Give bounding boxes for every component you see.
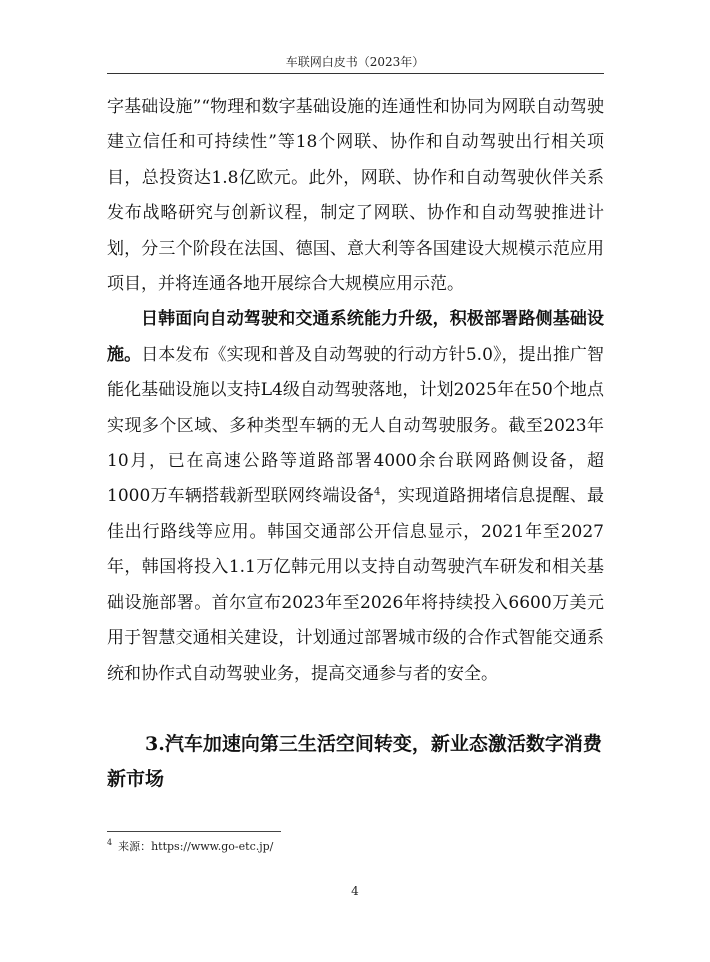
paragraph-text-part2: ，实现道路拥堵信息提醒、最佳出行路线等应用。韩国交通部公开信息显示，2021年至2027年，韩国将投入1.1万亿韩元用以支持自动驾驶汽车研发和相关基础设施部署。首尔宣布2023年至2026年将持续投入6600万美元用于智慧交通相关建设，计划通过部署城市级的合作式智能交通系统和协作式自动驾驶业务，提高交通参与者的安全。 xyxy=(107,486,605,684)
footnote xyxy=(107,838,273,854)
paragraph-lead: 日韩面向自动驾驶和交通系统能力升级，积极部署路侧基础设施。 xyxy=(107,309,604,365)
running-header: 车联网白皮书（2023年） xyxy=(285,55,425,69)
section-heading: 3.汽车加速向第三生活空间转变，新业态激活数字消费新市场 xyxy=(107,733,602,790)
footnote-reference[interactable]: 4 xyxy=(374,486,381,498)
footnote-divider xyxy=(107,831,281,832)
footnote-mark: 4 xyxy=(107,838,113,848)
header-divider xyxy=(107,73,604,74)
main-text xyxy=(107,90,604,692)
paragraph-text-part1: 日本发布《实现和普及自动驾驶的行动方针5.0》，提出推广智能化基础设施以支持L4级自动驾驶落地，计划2025年在50个地点实现多个区域、多种类型车辆的无人自动驾驶服务。截至2023年10月，已在高速公路等道路部署4000余台联网路侧设备，超1000万车辆搭载新型联网终端设备 xyxy=(107,344,604,507)
paragraph-eu-projects: 字基础设施”“物理和数字基础设施的连通性和协同为网联自动驾驶建立信任和可持续性”等18个网联、协作和自动驾驶出行相关项目，总投资达1.8亿欧元。此外，网联、协作和自动驾驶伙伴关系发布战略研究与创新议程，制定了网联、协作和自动驾驶推进计划，分三个阶段在法国、德国、意大利等各国建设大规模示范应用项目，并将连通各地开展综合大规模应用示范。 xyxy=(107,97,604,295)
page-number: 4 xyxy=(351,884,359,898)
paragraph-japan-korea xyxy=(107,302,604,691)
footnote-text: 来源：https://www.go-etc.jp/ xyxy=(118,840,274,853)
